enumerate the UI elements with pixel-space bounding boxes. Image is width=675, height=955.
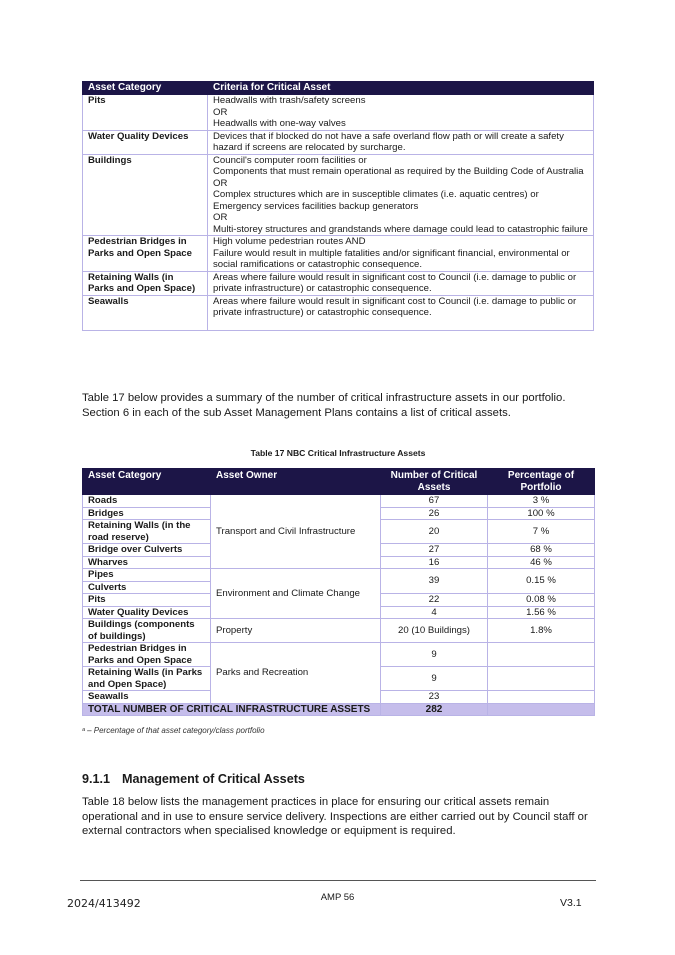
row-criteria <box>208 130 594 154</box>
row-criteria <box>208 271 594 295</box>
row-number: 4 <box>381 606 488 619</box>
header-criteria: Criteria for Critical Asset <box>208 82 594 95</box>
row-category: Pits <box>83 594 211 607</box>
row-percentage <box>488 667 595 691</box>
table-row <box>83 495 595 508</box>
row-number: 9 <box>381 667 488 691</box>
criteria-line: Emergency services facilities backup generators <box>213 200 419 212</box>
row-percentage: 0.15 % <box>488 569 595 594</box>
row-number: 23 <box>381 691 488 704</box>
row-category: Pedestrian Bridges in Parks and Open Space <box>83 236 208 272</box>
criteria-line: Council's computer room facilities or <box>213 154 367 166</box>
row-percentage <box>488 691 595 704</box>
criteria-line: OR <box>213 212 228 223</box>
header-asset-category: Asset Category <box>83 469 211 495</box>
table-header-row <box>83 82 594 95</box>
row-percentage: 1.8% <box>488 619 595 643</box>
header-number-critical: Number of Critical Assets <box>381 469 488 495</box>
row-number: 22 <box>381 594 488 607</box>
total-row <box>83 703 595 716</box>
row-percentage: 46 % <box>488 556 595 569</box>
table-row <box>83 271 594 295</box>
header-asset-owner: Asset Owner <box>211 469 381 495</box>
row-category: Pits <box>83 95 208 131</box>
row-number: 9 <box>381 643 488 667</box>
criteria-line: High volume pedestrian routes AND <box>213 236 366 247</box>
row-percentage <box>488 643 595 667</box>
criteria-line: Complex structures which are in susceptible climates (i.e. aquatic centres) or <box>213 189 539 200</box>
row-criteria <box>208 95 594 131</box>
row-number: 20 (10 Buildings) <box>381 619 488 643</box>
row-category: Culverts <box>83 581 211 594</box>
owner-cell: Parks and Recreation <box>211 643 381 704</box>
critical-asset-criteria-table <box>82 81 594 331</box>
criteria-line: Areas where failure would result in significant cost to Council (i.e. damage to public or private infrastructure) or catastrophic consequence. <box>213 271 577 294</box>
row-category: Bridge over Culverts <box>83 544 211 557</box>
table-row <box>83 154 594 236</box>
table-row <box>83 236 594 272</box>
criteria-line: Headwalls with trash/safety screens <box>213 95 366 106</box>
row-category: Bridges <box>83 507 211 520</box>
table-header-row <box>83 469 595 495</box>
row-category: Buildings (components of buildings) <box>83 619 211 643</box>
owner-cell: Property <box>211 619 381 643</box>
row-category: Retaining Walls (in Parks and Open Space) <box>83 667 211 691</box>
row-number: 67 <box>381 495 488 508</box>
footer-page-number: AMP 56 <box>320 892 355 903</box>
critical-infrastructure-assets-table <box>82 468 595 716</box>
total-label: TOTAL NUMBER OF CRITICAL INFRASTRUCTURE ASSETS <box>83 703 381 716</box>
footer-doc-number: 2024/413492 <box>67 897 141 910</box>
section-heading <box>82 772 305 786</box>
row-percentage: 1.56 % <box>488 606 595 619</box>
row-percentage: 68 % <box>488 544 595 557</box>
table-row <box>83 569 595 582</box>
footer-version: V3.1 <box>560 897 582 909</box>
row-category: Water Quality Devices <box>83 606 211 619</box>
table-row <box>83 643 595 667</box>
owner-cell: Transport and Civil Infrastructure <box>211 495 381 569</box>
criteria-line: Failure would result in multiple fatalities and/or significant financial, environmental or social ramifications or catastrophic consequence. <box>213 247 570 270</box>
table-row <box>83 619 595 643</box>
row-percentage: 7 % <box>488 520 595 544</box>
table-row <box>83 95 594 131</box>
row-category: Seawalls <box>83 691 211 704</box>
section-title: Management of Critical Assets <box>122 772 305 786</box>
footer-divider <box>80 880 596 881</box>
criteria-line: OR <box>213 106 228 118</box>
criteria-line: Multi-storey structures and grandstands where damage could lead to catastrophic failure <box>213 223 588 235</box>
row-category: Buildings <box>83 154 208 236</box>
row-category: Roads <box>83 495 211 508</box>
row-criteria <box>208 236 594 272</box>
row-number: 26 <box>381 507 488 520</box>
row-category: Pipes <box>83 569 211 582</box>
row-number: 16 <box>381 556 488 569</box>
row-percentage: 3 % <box>488 495 595 508</box>
row-category: Retaining Walls (in Parks and Open Space) <box>83 271 208 295</box>
intro-paragraph: Table 17 below provides a summary of the number of critical infrastructure assets in our portfolio. Section 6 in each of the sub Asset Management Plans contains a list of critical assets. <box>82 392 566 419</box>
criteria-line: Devices that if blocked do not have a safe overland flow path or will create a safety hazard if screens are relocated by surcharge. <box>213 130 564 153</box>
row-criteria <box>208 154 594 236</box>
table-row <box>83 130 594 154</box>
row-category: Pedestrian Bridges in Parks and Open Space <box>83 643 211 667</box>
row-number: 39 <box>381 569 488 594</box>
row-category: Wharves <box>83 556 211 569</box>
owner-cell: Environment and Climate Change <box>211 569 381 619</box>
table-caption: Table 17 NBC Critical Infrastructure Assets <box>250 448 426 458</box>
criteria-line: Headwalls with one-way valves <box>213 118 346 129</box>
row-category: Seawalls <box>83 295 208 330</box>
table-footnote: ᵃ – Percentage of that asset category/class portfolio <box>82 726 265 735</box>
total-value: 282 <box>381 703 488 716</box>
table-row <box>83 295 594 330</box>
row-percentage: 0.08 % <box>488 594 595 607</box>
header-percentage: Percentage of Portfolio <box>488 469 595 495</box>
row-number: 20 <box>381 520 488 544</box>
row-number: 27 <box>381 544 488 557</box>
section-number: 9.1.1 <box>82 772 111 786</box>
total-percentage <box>488 703 595 716</box>
header-asset-category: Asset Category <box>83 82 208 95</box>
criteria-line: OR <box>213 177 228 189</box>
criteria-line: Components that must remain operational as required by the Building Code of Australia <box>213 166 584 177</box>
row-category: Water Quality Devices <box>83 130 208 154</box>
row-percentage: 100 % <box>488 507 595 520</box>
criteria-line: Areas where failure would result in significant cost to Council (i.e. damage to public or private infrastructure) or catastrophic consequence. <box>213 295 577 318</box>
row-criteria <box>208 295 594 330</box>
section-paragraph: Table 18 below lists the management practices in place for ensuring our critical assets remain operational and in use to ensure service delivery. Inspections are either carried out by Council staff or external contractors when specialised knowledge or equipment is required. <box>82 796 588 837</box>
row-category: Retaining Walls (in the road reserve) <box>83 520 211 544</box>
